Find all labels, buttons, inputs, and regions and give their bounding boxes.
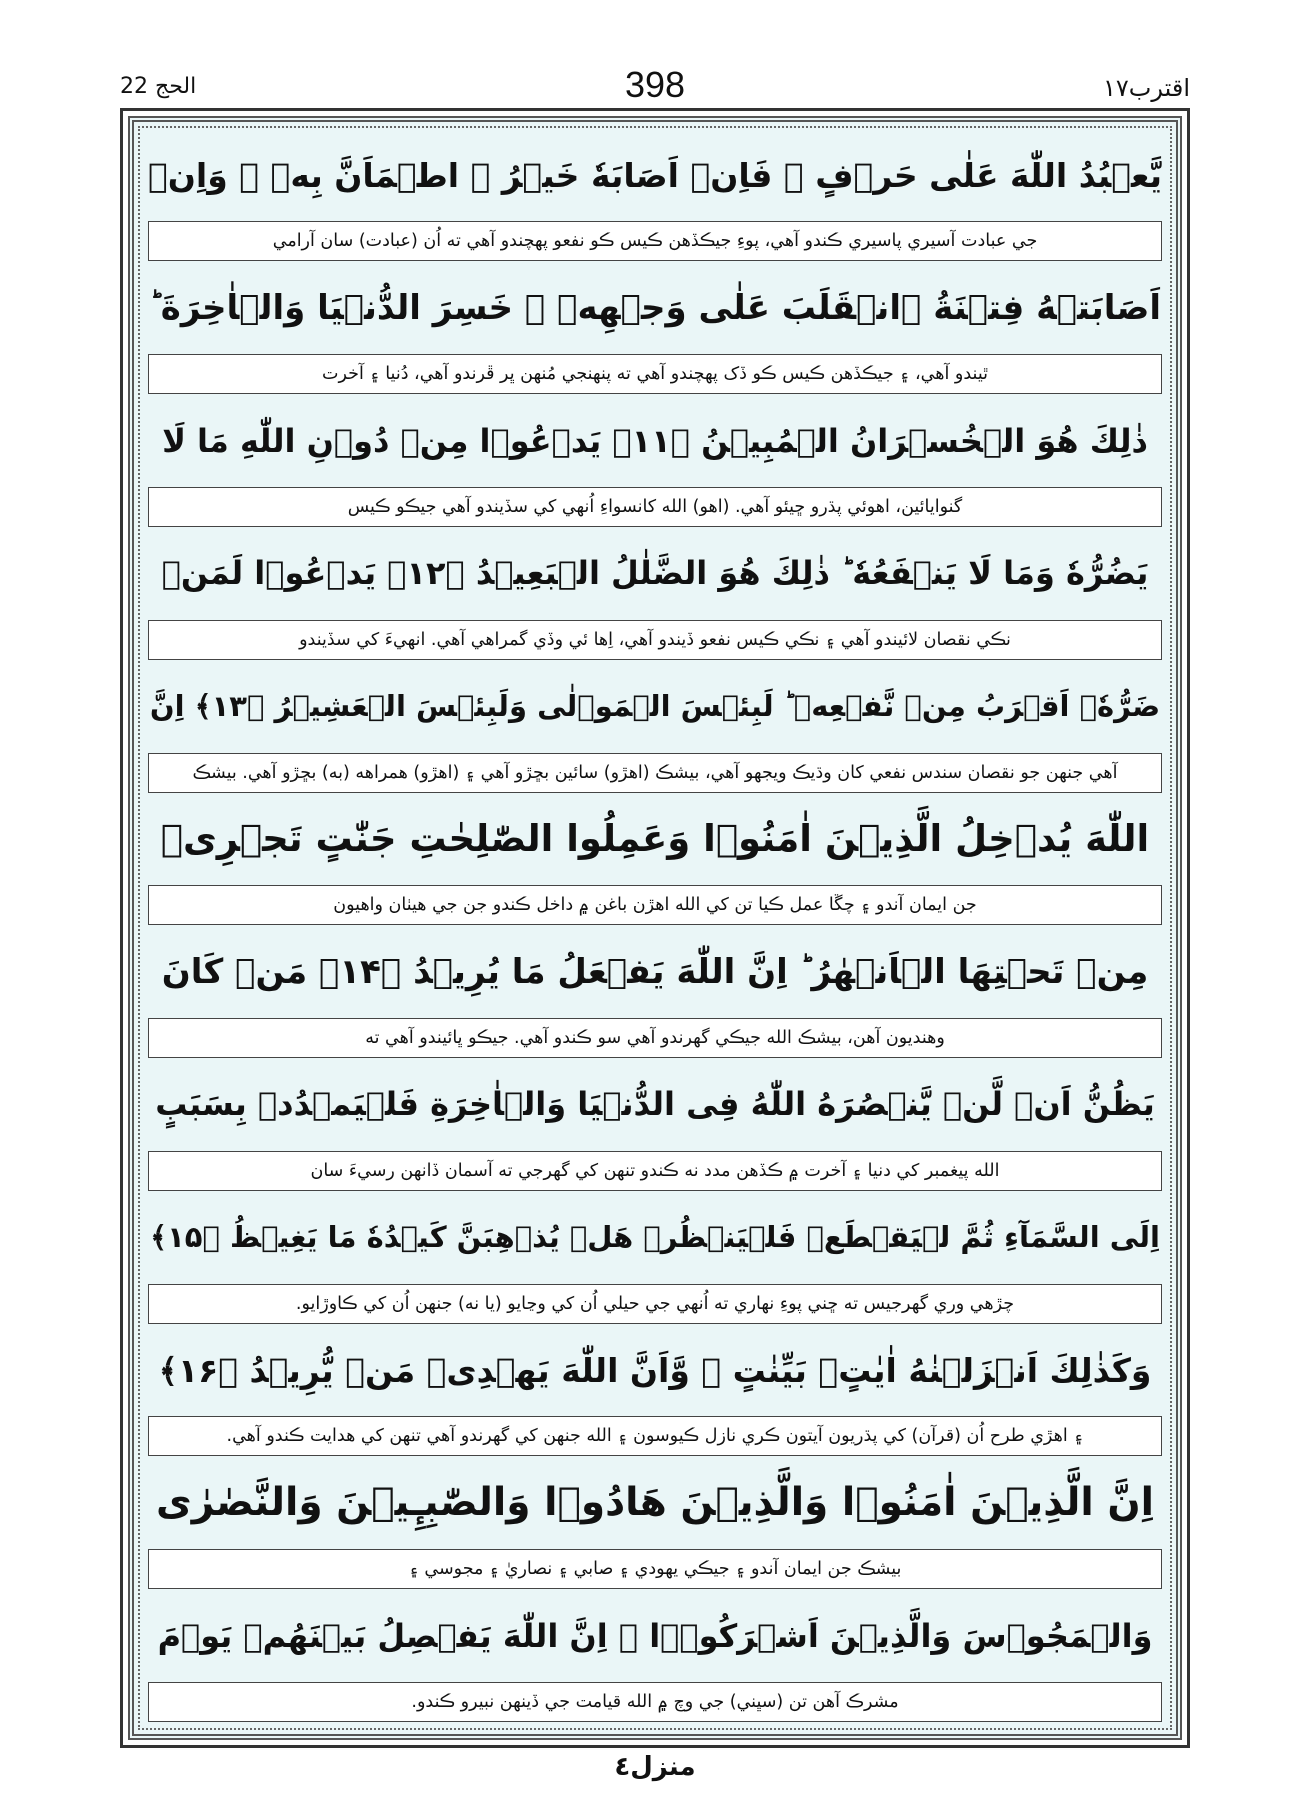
arabic-line-10: وَكَذٰلِكَ اَنۡزَلۡنٰهُ اٰيٰتٍۢ بَيِّنٰتٍ ۙ وَّاَنَّ اللّٰهَ يَهۡدِىۡ مَنۡ يُّرِيۡدُ ﴿۱۶﴾	[158, 1350, 1152, 1390]
translation-line-2: ٿيندو آهي، ۽ جيڪڏهن ڪيس ڪو ڏک پهچندو آهي ته پنهنجي مُنهن ڀر ڦرندو آهي، دُنيا ۽ آخرت	[148, 354, 1162, 394]
page-number: 398	[624, 64, 686, 105]
translation-line-8: الله پيغمبر کي دنيا ۽ آخرت ۾ ڪڏهن مدد نه ڪندو تنهن کي گهرجي ته آسمان ڏانهن رسيءَ سان	[148, 1151, 1162, 1191]
arabic-line-8: يَظُنُّ اَنۡ لَّنۡ يَّنۡصُرَهُ اللّٰهُ فِى الدُّنۡيَا وَالۡاٰخِرَةِ فَلۡيَمۡدُدۡ بِسَبَبٍ	[155, 1085, 1155, 1124]
decorative-border	[128, 116, 1182, 1740]
arabic-line-2: اَصَابَتۡهُ فِتۡنَةُ ۨانۡقَلَبَ عَلٰى وَجۡهِهٖ ۚ خَسِرَ الدُّنۡيَا وَالۡاٰخِرَةَ ؕ	[148, 287, 1162, 328]
translation-line-5: آهي جنهن جو نقصان سندس نفعي کان وڌيڪ ويجهو آهي، بيشڪ (اهڙو) سائين بڇڙو آهي ۽ (اهڙو) همراهه (به) بڇڙو آهي. بيشڪ	[148, 753, 1162, 793]
translation-line-3: گنوايائين، اهوئي پڌرو ڇيئو آهي. (اهو) الله کانسواءِ اُنهي کي سڏيندو آهي جيڪو ڪيس	[148, 487, 1162, 527]
arabic-line-7: مِنۡ تَحۡتِهَا الۡاَنۡهٰرُ ؕ اِنَّ اللّٰهَ يَفۡعَلُ مَا يُرِيۡدُ ﴿۱۴﴾ مَنۡ كَانَ	[161, 951, 1149, 992]
page-header	[120, 64, 1190, 112]
para-name: اقترب١٧	[1103, 74, 1190, 102]
translation-line-7: وهنديون آهن، بيشڪ الله جيڪي گهرندو آهي سو ڪندو آهي. جيڪو ڀائيندو آهي ته	[148, 1018, 1162, 1058]
arabic-line-1: يَّعۡبُدُ اللّٰهَ عَلٰى حَرۡفٍ ۚ فَاِنۡ اَصَابَهٗ خَيۡرُ ۨ اطۡمَاَنَّ بِهٖ ۚ وَاِنۡ	[148, 155, 1162, 195]
arabic-line-6: اللّٰهَ يُدۡخِلُ الَّذِيۡنَ اٰمَنُوۡا وَعَمِلُوا الصّٰلِحٰتِ جَنّٰتٍ تَجۡرِىۡ	[160, 817, 1150, 861]
page-frame	[120, 108, 1190, 1748]
translation-line-6: جن ايمان آندو ۽ چڱا عمل ڪيا تن کي الله اهڙن باغن ۾ داخل ڪندو جن جي هيٺان واهيون	[148, 885, 1162, 925]
text-body	[138, 126, 1172, 1730]
translation-line-12: مشرڪ آهن تن (سڀني) جي وچ ۾ الله قيامت جي ڏينهن نبيرو ڪندو.	[148, 1682, 1162, 1722]
translation-line-9: چڙهي وري گهرجيس ته ڇني پوءِ نهاري ته اُنهي جي حيلي اُن کي وڃايو (يا نه) جنهن اُن کي ڪاوڙايو.	[148, 1284, 1162, 1324]
arabic-line-3: ذٰلِكَ هُوَ الۡخُسۡرَانُ الۡمُبِيۡنُ ﴿۱۱﴾ يَدۡعُوۡا مِنۡ دُوۡنِ اللّٰهِ مَا لَا	[162, 421, 1148, 460]
surah-name: الحج 22	[120, 74, 197, 99]
manzil-marker: منزل٤	[614, 1752, 696, 1782]
arabic-line-11: اِنَّ الَّذِيۡنَ اٰمَنُوۡا وَالَّذِيۡنَ هَادُوۡا وَالصّٰبِـِٕيۡنَ وَالنَّصٰرٰى	[155, 1480, 1155, 1526]
translation-line-11: بيشڪ جن ايمان آندو ۽ جيڪي يهودي ۽ صابي ۽ نصاريٰ ۽ مجوسي ۽	[148, 1549, 1162, 1589]
translation-line-1: جي عبادت آسيري پاسيري ڪندو آهي، پوءِ جيڪڏهن ڪيس ڪو نفعو پهچندو آهي ته اُن (عبادت) سان آرامي	[148, 221, 1162, 261]
arabic-line-12: وَالۡمَجُوۡسَ وَالَّذِيۡنَ اَشۡرَكُوۡۤا ۖ اِنَّ اللّٰهَ يَفۡصِلُ بَيۡنَهُمۡ يَوۡمَ	[157, 1616, 1153, 1655]
arabic-line-5: ضَرُّهٗۤ اَقۡرَبُ مِنۡ نَّفۡعِهٖ ؕ لَبِئۡسَ الۡمَوۡلٰى وَلَبِئۡسَ الۡعَشِيۡرُ ﴿۱۳﴾ اِنَّ	[149, 689, 1161, 724]
arabic-line-4: يَضُرُّهٗ وَمَا لَا يَنۡفَعُهٗ ؕ ذٰلِكَ هُوَ الضَّلٰلُ الۡبَعِيۡدُ ﴿۱۲﴾ يَدۡعُوۡا لَمَنۡ	[161, 554, 1149, 593]
translation-line-10: ۽ اهڙي طرح اُن (قرآن) کي پڌريون آيتون ڪري نازل ڪيوسون ۽ الله جنهن کي گهرندو آهي تنهن کي هدايت ڪندو آهي.	[148, 1416, 1162, 1456]
arabic-line-9: اِلَى السَّمَآءِ ثُمَّ لۡيَقۡطَعۡ فَلۡيَنۡظُرۡ هَلۡ يُذۡهِبَنَّ كَيۡدُهٗ مَا يَغِيۡظُ ﴿۱۵﴾	[150, 1220, 1160, 1255]
translation-line-4: نڪي نقصان لائيندو آهي ۽ نڪي ڪيس نفعو ڏيندو آهي، اِها ئي وڏي گمراهي آهي. انهيءَ کي سڏيندو	[148, 620, 1162, 660]
